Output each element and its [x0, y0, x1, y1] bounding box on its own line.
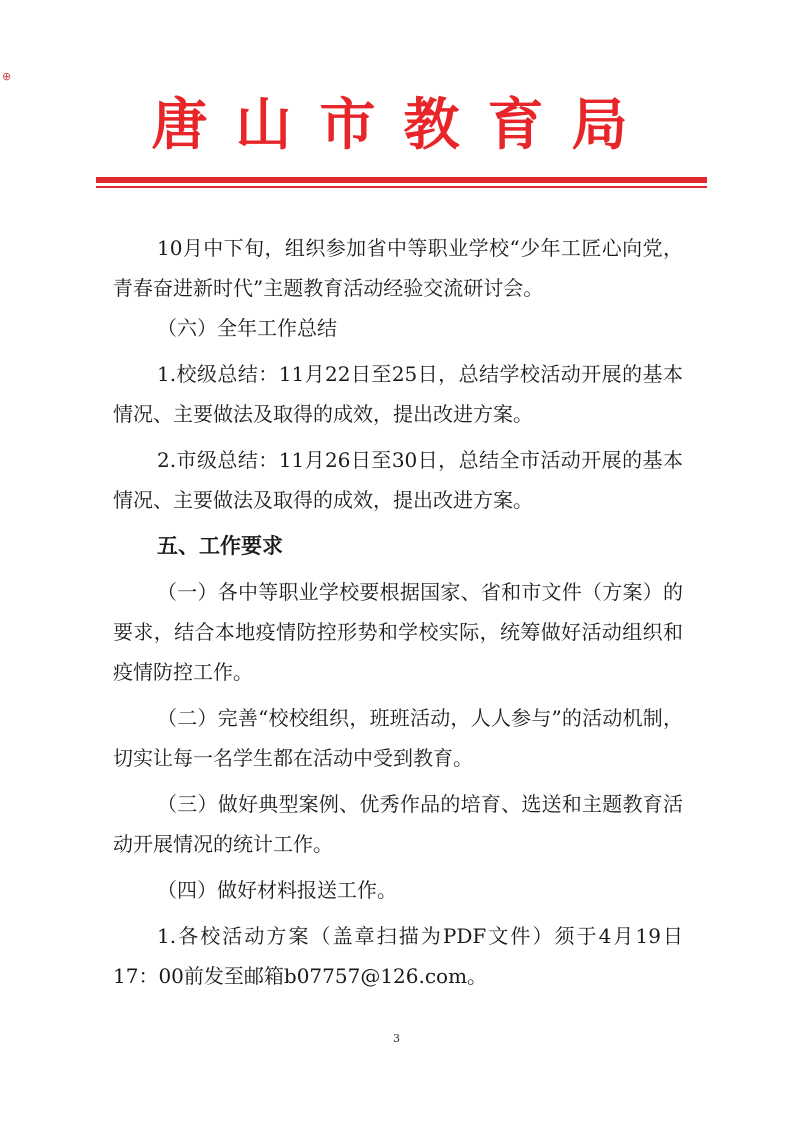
paragraph-requirement-1: （一）各中等职业学校要根据国家、省和市文件（方案）的要求，结合本地疫情防控形势和学校实际，统筹做好活动组织和疫情防控工作。: [113, 580, 683, 684]
paragraph-requirement-3: （三）做好典型案例、优秀作品的培育、选送和主题教育活动开展情况的统计工作。: [113, 792, 683, 856]
heading-work-requirements: 五、工作要求: [157, 534, 283, 558]
paragraph-submission: 1.各校活动方案（盖章扫描为PDF文件）须于4月19日17：00前发至邮箱b07757@126.com。: [113, 924, 683, 988]
document-body: [113, 228, 683, 996]
letterhead-title: 唐山市教育局: [151, 92, 656, 158]
paragraph-requirement-4: （四）做好材料报送工作。: [157, 878, 397, 902]
paragraph-school-summary: 1.校级总结：11月22日至25日，总结学校活动开展的基本情况、主要做法及取得的成效，提出改进方案。: [113, 362, 683, 426]
paragraph-city-summary: 2.市级总结：11月26日至30日，总结全市活动开展的基本情况、主要做法及取得的成效，提出改进方案。: [113, 448, 683, 512]
binding-mark-icon: ⊕: [2, 70, 12, 83]
paragraph-seminar: 10月中下旬，组织参加省中等职业学校“少年工匠心向党，青春奋进新时代”主题教育活动经验交流研讨会。: [113, 236, 683, 300]
letterhead-rule-thin: [96, 186, 707, 188]
paragraph-requirement-2: （二）完善“校校组织，班班活动，人人参与”的活动机制，切实让每一名学生都在活动中受到教育。: [113, 706, 683, 770]
page-number: 3: [393, 1032, 400, 1045]
letterhead-rule-thick: [96, 177, 707, 183]
section-annual-summary: （六）全年工作总结: [157, 316, 337, 340]
